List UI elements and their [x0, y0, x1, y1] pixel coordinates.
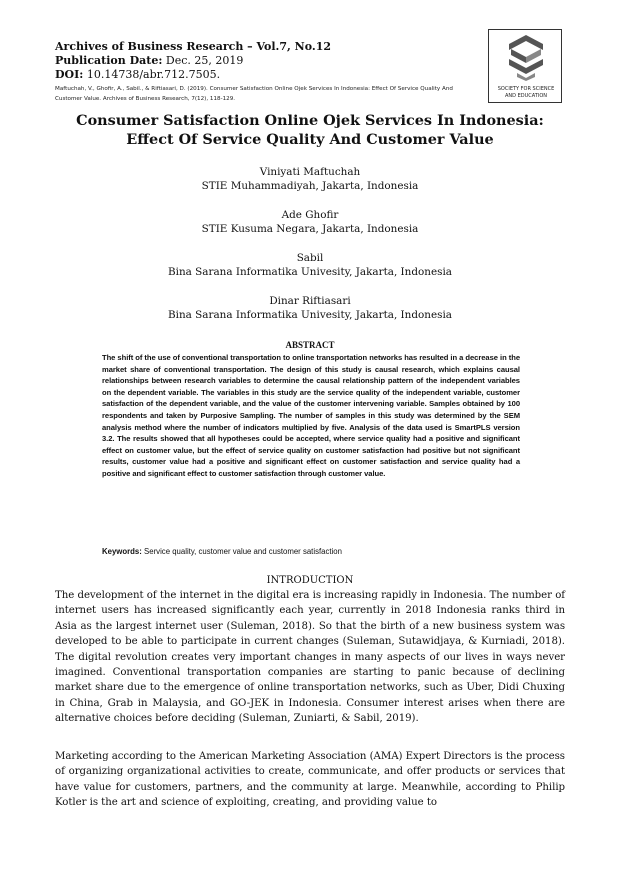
keywords [102, 547, 520, 556]
journal-title: Archives of Business Research – Vol.7, No.12 [55, 40, 332, 53]
author-affiliation: STIE Kusuma Negara, Jakarta, Indonesia [201, 223, 419, 235]
keywords-label: Keywords: [102, 547, 142, 556]
citation: Maftuchah, V., Ghofir, A., Sabil., & Riftiasari, D. (2019). Consumer Satisfaction Online Ojek Services In Indonesia: Effect Of Service Quality And Customer Value. Archives of Business Research, 7(12), 118-129. [55, 86, 453, 102]
author-affiliation: Bina Sarana Informatika Univesity, Jakarta, Indonesia [168, 266, 452, 278]
author-affiliation: Bina Sarana Informatika Univesity, Jakarta, Indonesia [168, 309, 452, 321]
author-name: Viniyati Maftuchah [259, 166, 361, 178]
sse-logo-icon [503, 33, 549, 81]
publication-date-label: Publication Date: [55, 54, 163, 67]
logo-text-line1: SOCIETY FOR SCIENCE [497, 86, 555, 92]
introduction-heading: INTRODUCTION [266, 575, 354, 586]
author-block [60, 294, 560, 322]
author-block [60, 208, 560, 236]
body-paragraph: Marketing according to the American Marketing Association (AMA) Expert Directors is the process of organizing organizational activities to create, communicate, and offer products or services that have value for customers, partners, and the community at large. Meanwhile, according to Philip Kotler is the art and science of exploiting, creating, and providing value to [55, 751, 565, 809]
author-name: Dinar Riftiasari [269, 295, 351, 307]
abstract-text: The shift of the use of conventional transportation to online transportation networks has resulted in a decrease in the market share of conventional transportation. The design of this study is causal research, which explains causal relationships between research variables to determine the causal relationship pattern of the independent variables on the dependent variable. The variables in this study are the service quality of the independent variable, customer satisfaction of the dependent variable, and the value of the customer intervening variable. Samples obtained by 100 respondents and taken by Purposive Sampling. The number of samples in this study was determined by the SEM analysis method where the number of indicators multiplied by five. Analysis of the data used is SmartPLS version 3.2. The results showed that all hypotheses could be accepted, where service quality had a positive and significant effect on customer value, but the effect of service quality on customer satisfaction had positive but not significant results, customer value had a positive and significant effect on customer satisfaction and service quality had a positive and significant effect to customer satisfaction through customer value. [102, 353, 520, 478]
journal-header [55, 40, 475, 104]
body-paragraph: The development of the internet in the digital era is increasing rapidly in Indonesia. The number of internet users has increased significantly each year, currently in 2018 Indonesia ranks third in Asia as the largest internet user (Suleman, 2018). So that the birth of a new business system was developed to be able to participate in current changes (Suleman, Sutawidjaya, & Kurniadi, 2018). The digital revolution creates very important changes in many aspects of our lives in ways never imagined. Conventional transportation companies are starting to panic because of declining market share due to the emergence of online transportation networks, such as Uber, Didi Chuxing in China, Grab in Malaysia, and GO-JEK in Indonesia. Consumer interest arises when there are alternative choices before deciding (Suleman, Zuniarti, & Sabil, 2019). [55, 590, 565, 725]
paper-title-line1: Consumer Satisfaction Online Ojek Services In Indonesia: [76, 112, 544, 129]
author-block [60, 165, 560, 193]
doi [55, 68, 475, 82]
paper-title-line2: Effect Of Service Quality And Customer Value [126, 131, 494, 148]
author-block [60, 251, 560, 279]
author-name: Sabil [296, 252, 324, 264]
doi-value: 10.14738/abr.712.7505. [86, 68, 221, 81]
doi-label: DOI: [55, 68, 84, 81]
author-affiliation: STIE Muhammadiyah, Jakarta, Indonesia [201, 180, 419, 192]
abstract-heading: ABSTRACT [285, 340, 335, 350]
society-logo [488, 29, 562, 103]
keywords-text: Service quality, customer value and customer satisfaction [144, 547, 342, 556]
logo-text-line2: AND EDUCATION [505, 93, 547, 99]
publication-date-value: Dec. 25, 2019 [165, 54, 244, 67]
author-name: Ade Ghofir [281, 209, 339, 221]
paper-title [40, 111, 580, 149]
publication-date [55, 54, 475, 68]
